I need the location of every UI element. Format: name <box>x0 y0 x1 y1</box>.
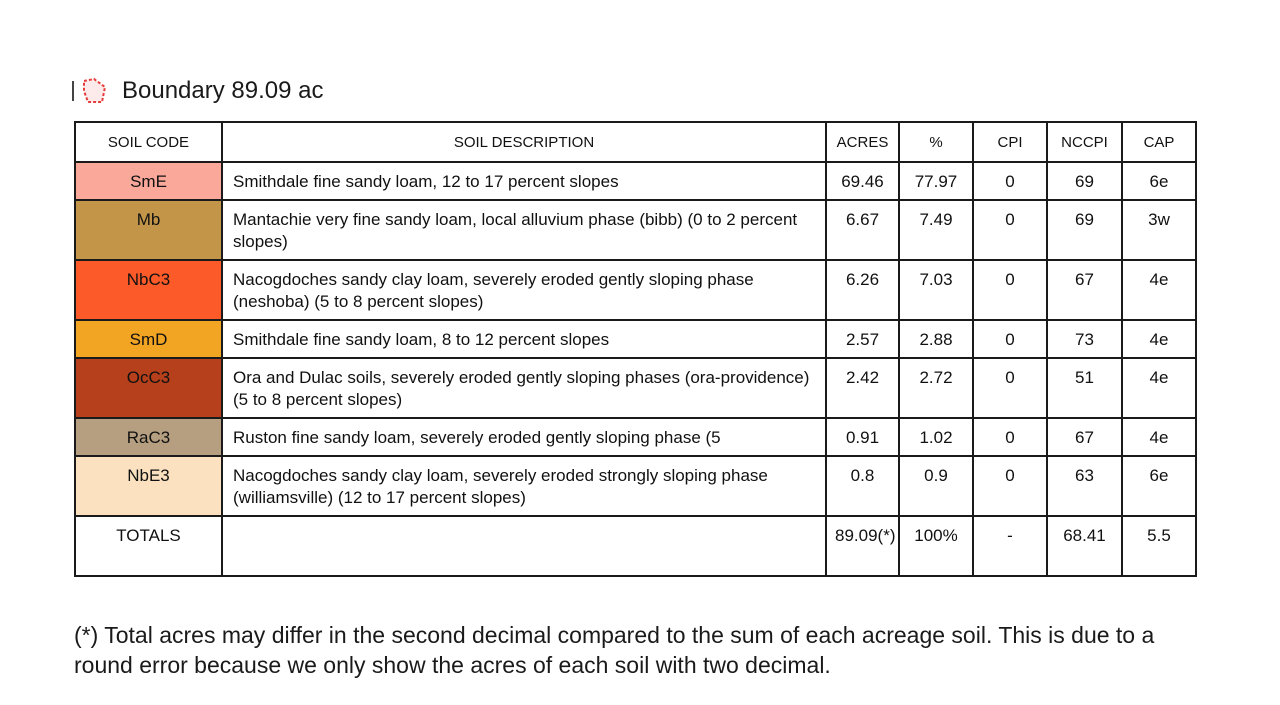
percent-cell: 77.97 <box>899 162 973 200</box>
boundary-header <box>72 74 323 108</box>
acres-cell: 2.57 <box>826 320 899 358</box>
nccpi-cell: 67 <box>1047 260 1122 320</box>
soil-description-cell: Ruston fine sandy loam, severely eroded gently sloping phase (5 <box>222 418 826 456</box>
percent-cell: 2.72 <box>899 358 973 418</box>
acres-cell: 69.46 <box>826 162 899 200</box>
soil-table <box>74 121 1197 577</box>
col-header-cpi: CPI <box>973 122 1047 162</box>
soil-code-cell: SmD <box>75 320 222 358</box>
totals-percent: 100% <box>899 516 973 576</box>
soil-description-cell: Nacogdoches sandy clay loam, severely eroded gently sloping phase (neshoba) (5 to 8 percent slopes) <box>222 260 826 320</box>
percent-cell: 0.9 <box>899 456 973 516</box>
percent-cell: 7.03 <box>899 260 973 320</box>
percent-cell: 1.02 <box>899 418 973 456</box>
soil-code-cell: SmE <box>75 162 222 200</box>
table-row <box>75 162 1196 200</box>
table-row <box>75 200 1196 260</box>
soil-description-cell: Ora and Dulac soils, severely eroded gently sloping phases (ora-providence) (5 to 8 percent slopes) <box>222 358 826 418</box>
cpi-cell: 0 <box>973 418 1047 456</box>
cpi-cell: 0 <box>973 320 1047 358</box>
cap-cell: 3w <box>1122 200 1196 260</box>
totals-row <box>75 516 1196 576</box>
cpi-cell: 0 <box>973 260 1047 320</box>
cpi-cell: 0 <box>973 200 1047 260</box>
totals-nccpi: 68.41 <box>1047 516 1122 576</box>
col-header-acres: ACRES <box>826 122 899 162</box>
totals-cap: 5.5 <box>1122 516 1196 576</box>
percent-cell: 7.49 <box>899 200 973 260</box>
totals-description <box>222 516 826 576</box>
totals-cpi: - <box>973 516 1047 576</box>
col-header-soil-code: SOIL CODE <box>75 122 222 162</box>
nccpi-cell: 63 <box>1047 456 1122 516</box>
cap-cell: 4e <box>1122 358 1196 418</box>
nccpi-cell: 69 <box>1047 200 1122 260</box>
footnote: (*) Total acres may differ in the second decimal compared to the sum of each acreage soil. This is due to a round error because we only show the acres of each soil with two decimal. <box>74 622 1155 678</box>
soil-code-cell: NbE3 <box>75 456 222 516</box>
cpi-cell: 0 <box>973 162 1047 200</box>
nccpi-cell: 69 <box>1047 162 1122 200</box>
cap-cell: 4e <box>1122 260 1196 320</box>
soil-code-cell: OcC3 <box>75 358 222 418</box>
acres-cell: 6.67 <box>826 200 899 260</box>
table-row <box>75 456 1196 516</box>
acres-cell: 0.8 <box>826 456 899 516</box>
table-row <box>75 260 1196 320</box>
totals-acres: 89.09(*) <box>826 516 899 576</box>
cap-cell: 6e <box>1122 162 1196 200</box>
totals-label: TOTALS <box>75 516 222 576</box>
cap-cell: 6e <box>1122 456 1196 516</box>
acres-cell: 0.91 <box>826 418 899 456</box>
nccpi-cell: 51 <box>1047 358 1122 418</box>
acres-cell: 6.26 <box>826 260 899 320</box>
col-header-cap: CAP <box>1122 122 1196 162</box>
soil-code-cell: Mb <box>75 200 222 260</box>
nccpi-cell: 67 <box>1047 418 1122 456</box>
table-header-row <box>75 122 1196 162</box>
cap-cell: 4e <box>1122 418 1196 456</box>
cpi-cell: 0 <box>973 456 1047 516</box>
soil-code-cell: RaC3 <box>75 418 222 456</box>
percent-cell: 2.88 <box>899 320 973 358</box>
col-header-percent: % <box>899 122 973 162</box>
col-header-nccpi: NCCPI <box>1047 122 1122 162</box>
table-row <box>75 320 1196 358</box>
col-header-soil-description: SOIL DESCRIPTION <box>222 122 826 162</box>
boundary-title: Boundary 89.09 ac <box>122 77 324 104</box>
cap-cell: 4e <box>1122 320 1196 358</box>
soil-description-cell: Nacogdoches sandy clay loam, severely eroded strongly sloping phase (williamsville) (12 to 17 percent slopes) <box>222 456 826 516</box>
soil-code-cell: NbC3 <box>75 260 222 320</box>
cpi-cell: 0 <box>973 358 1047 418</box>
nccpi-cell: 73 <box>1047 320 1122 358</box>
soil-description-cell: Smithdale fine sandy loam, 12 to 17 percent slopes <box>222 162 826 200</box>
table-row <box>75 418 1196 456</box>
acres-cell: 2.42 <box>826 358 899 418</box>
soil-description-cell: Mantachie very fine sandy loam, local alluvium phase (bibb) (0 to 2 percent slopes) <box>222 200 826 260</box>
boundary-polygon-icon <box>80 77 108 105</box>
table-row <box>75 358 1196 418</box>
cursor-bar <box>72 81 74 101</box>
soil-description-cell: Smithdale fine sandy loam, 8 to 12 percent slopes <box>222 320 826 358</box>
